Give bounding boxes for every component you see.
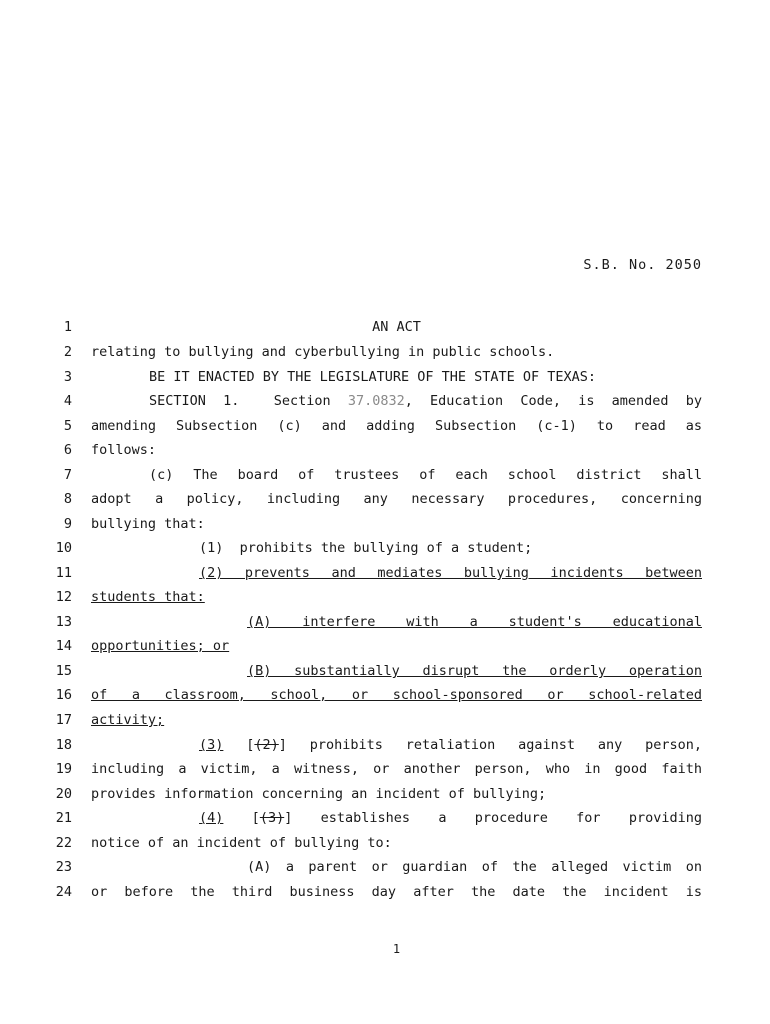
- page-number: 1: [392, 942, 401, 956]
- text-line: bullying that:: [91, 516, 205, 532]
- line-number: 14: [55, 638, 72, 654]
- line-number: 15: [55, 663, 72, 679]
- deleted-number: (3): [259, 810, 285, 826]
- section-intro: SECTION 1. Section: [149, 393, 348, 409]
- text-line: provides information concerning an incident of bullying;: [91, 786, 547, 802]
- line-number: 11: [55, 565, 72, 581]
- section-link[interactable]: 37.0832: [347, 393, 405, 409]
- line-number: 9: [63, 516, 72, 532]
- inserted-text-line: students that:: [91, 589, 205, 605]
- line-number: 22: [55, 835, 72, 851]
- act-heading: AN ACT: [372, 319, 421, 335]
- text-line: [149, 393, 702, 410]
- text-line: follows:: [91, 442, 157, 458]
- line-number: 17: [55, 712, 72, 728]
- line-number: 24: [55, 884, 72, 900]
- line-number: 16: [55, 687, 72, 703]
- text-line: (4) [(3)] establishes a procedure for providing: [199, 810, 702, 826]
- text-line: amending Subsection (c) and adding Subsection (c-1) to read as: [91, 418, 702, 434]
- bill-number: S.B. No. 2050: [583, 257, 702, 273]
- section-rest: , Education Code, is amended by: [404, 393, 702, 409]
- line-number: 5: [63, 418, 72, 434]
- line-number: 7: [63, 467, 72, 483]
- line-number: 23: [55, 859, 72, 875]
- text-line: including a victim, a witness, or another person, who in good faith: [91, 761, 702, 777]
- text-line: (A) a parent or guardian of the alleged victim on: [247, 859, 702, 875]
- line-number: 10: [55, 540, 72, 556]
- line-number: 19: [55, 761, 72, 777]
- enacting-clause: BE IT ENACTED BY THE LEGISLATURE OF THE STATE OF TEXAS:: [149, 369, 597, 385]
- line-number: 21: [55, 810, 72, 826]
- inserted-text-line: opportunities; or: [91, 638, 230, 654]
- text-line: (1) prohibits the bullying of a student;: [199, 540, 533, 556]
- line-number: 13: [55, 614, 72, 630]
- line-number: 20: [55, 786, 72, 802]
- text-line-rest: prohibits retaliation against any person,: [309, 737, 702, 753]
- inserted-text-line: of a classroom, school, or school-sponsored or school-related: [91, 687, 702, 703]
- deleted-number: (2): [254, 737, 279, 753]
- inserted-text-line: (2) prevents and mediates bullying incidents between: [199, 565, 702, 581]
- line-number: 2: [63, 344, 72, 360]
- line-number: 3: [63, 369, 72, 385]
- line-number: 4: [63, 393, 72, 409]
- text-line: adopt a policy, including any necessary procedures, concerning: [91, 491, 702, 507]
- inserted-text-line: activity;: [91, 712, 165, 728]
- line-number: 1: [63, 319, 72, 335]
- bill-caption: relating to bullying and cyberbullying in public schools.: [91, 344, 555, 360]
- inserted-text-line: (A) interfere with a student's educational: [247, 614, 702, 630]
- line-number: 8: [63, 491, 72, 507]
- line-number: 6: [63, 442, 72, 458]
- text-line: (c) The board of trustees of each school district shall: [149, 467, 702, 483]
- inserted-text-line: (B) substantially disrupt the orderly operation: [247, 663, 702, 679]
- text-line: or before the third business day after the date the incident is: [91, 884, 702, 900]
- inserted-number: (3): [199, 737, 224, 753]
- inserted-number: (4): [199, 810, 224, 826]
- line-number: 18: [55, 737, 72, 753]
- line-number: 12: [55, 589, 72, 605]
- text-line: notice of an incident of bullying to:: [91, 835, 392, 851]
- text-line-rest: establishes a procedure for providing: [320, 810, 702, 826]
- text-line: (3) [(2)] prohibits retaliation against any person,: [199, 737, 702, 753]
